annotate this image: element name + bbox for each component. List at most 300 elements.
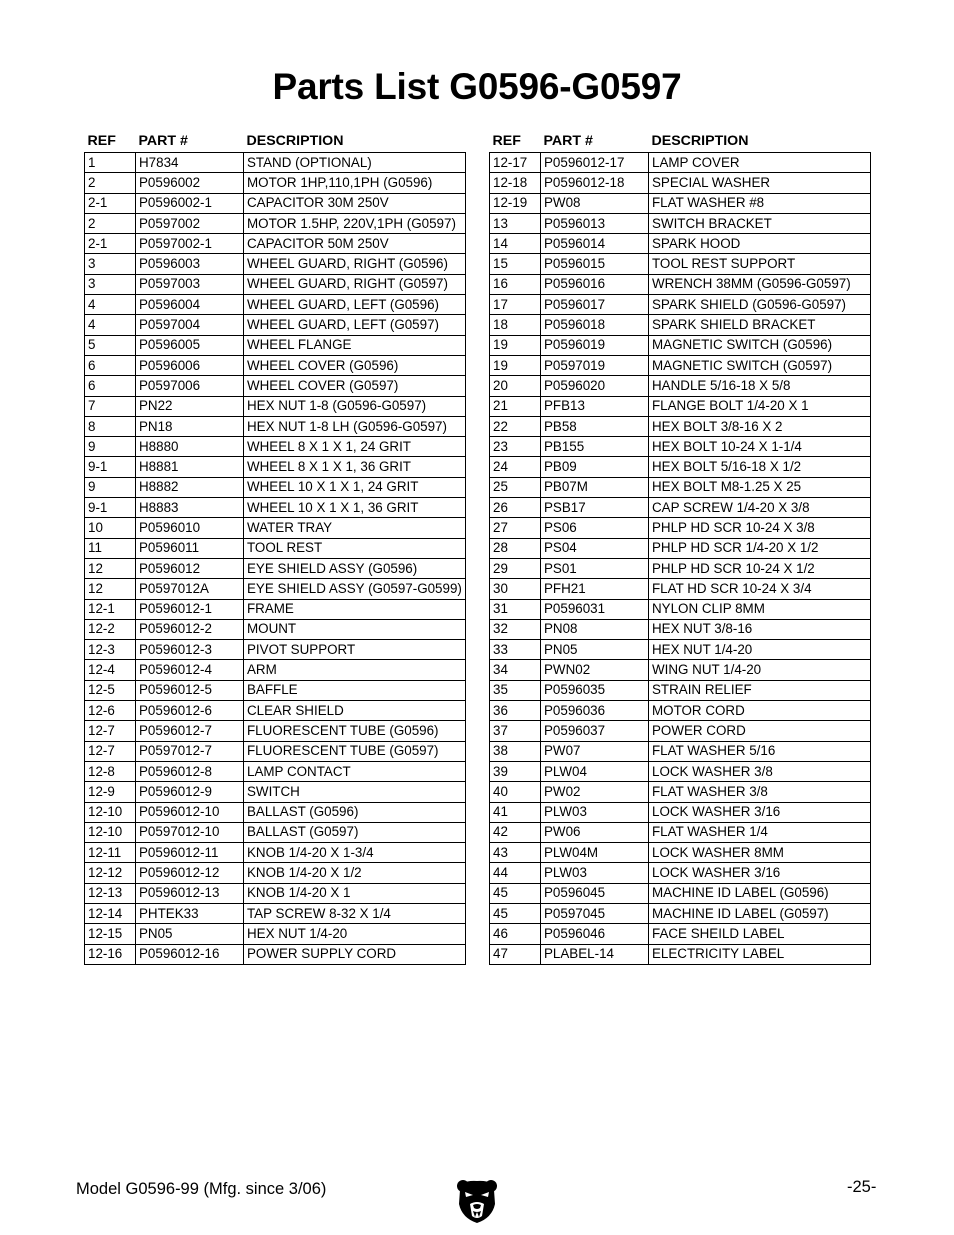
part-number-cell: P0596015 xyxy=(541,254,649,274)
description-cell: PHLP HD SCR 1/4-20 X 1/2 xyxy=(649,538,871,558)
parts-table-left xyxy=(84,130,466,965)
table-row xyxy=(490,863,871,883)
part-number-cell: P0596002-1 xyxy=(136,193,244,213)
ref-cell: 3 xyxy=(85,254,136,274)
ref-cell: 46 xyxy=(490,924,541,944)
part-number-cell: P0596012-9 xyxy=(136,782,244,802)
table-row xyxy=(85,234,466,254)
part-number-cell: PLW04 xyxy=(541,761,649,781)
table-header-row xyxy=(490,130,871,153)
ref-cell: 12-14 xyxy=(85,903,136,923)
table-row xyxy=(490,802,871,822)
description-cell: WHEEL GUARD, LEFT (G0597) xyxy=(244,315,466,335)
table-row xyxy=(490,295,871,315)
description-cell: WHEEL GUARD, LEFT (G0596) xyxy=(244,295,466,315)
ref-cell: 17 xyxy=(490,295,541,315)
ref-cell: 43 xyxy=(490,843,541,863)
part-number-cell: P0596020 xyxy=(541,376,649,396)
description-cell: FLUORESCENT TUBE (G0597) xyxy=(244,741,466,761)
description-cell: MACHINE ID LABEL (G0597) xyxy=(649,903,871,923)
ref-cell: 12-10 xyxy=(85,802,136,822)
ref-cell: 12-5 xyxy=(85,680,136,700)
ref-cell: 12-12 xyxy=(85,863,136,883)
ref-cell: 12-2 xyxy=(85,619,136,639)
part-number-cell: P0597002-1 xyxy=(136,234,244,254)
description-cell: HEX NUT 1/4-20 xyxy=(649,640,871,660)
ref-cell: 37 xyxy=(490,721,541,741)
table-row xyxy=(85,295,466,315)
ref-cell: 12-15 xyxy=(85,924,136,944)
table-row xyxy=(85,579,466,599)
table-row xyxy=(490,538,871,558)
part-number-cell: P0596037 xyxy=(541,721,649,741)
ref-cell: 12-6 xyxy=(85,701,136,721)
table-row xyxy=(490,721,871,741)
table-row xyxy=(490,274,871,294)
part-number-cell: P0597002 xyxy=(136,213,244,233)
ref-cell: 12-11 xyxy=(85,843,136,863)
ref-cell: 12-7 xyxy=(85,741,136,761)
table-row xyxy=(490,579,871,599)
part-number-cell: P0596006 xyxy=(136,355,244,375)
part-number-cell: P0596012-8 xyxy=(136,761,244,781)
table-row xyxy=(490,782,871,802)
table-row xyxy=(490,640,871,660)
part-number-cell: P0596004 xyxy=(136,295,244,315)
part-number-cell: P0596005 xyxy=(136,335,244,355)
ref-cell: 12-1 xyxy=(85,599,136,619)
ref-cell: 26 xyxy=(490,498,541,518)
ref-cell: 10 xyxy=(85,518,136,538)
part-number-cell: P0596003 xyxy=(136,254,244,274)
ref-cell: 34 xyxy=(490,660,541,680)
table-row xyxy=(490,477,871,497)
table-row xyxy=(490,741,871,761)
description-cell: CAPACITOR 30M 250V xyxy=(244,193,466,213)
table-row xyxy=(490,558,871,578)
ref-cell: 9 xyxy=(85,437,136,457)
part-number-cell: PB58 xyxy=(541,416,649,436)
ref-cell: 12-13 xyxy=(85,883,136,903)
description-cell: LOCK WASHER 3/16 xyxy=(649,802,871,822)
ref-cell: 12-9 xyxy=(85,782,136,802)
ref-cell: 41 xyxy=(490,802,541,822)
page-number: -25- xyxy=(847,1178,877,1196)
description-cell: HEX NUT 1-8 (G0596-G0597) xyxy=(244,396,466,416)
ref-cell: 1 xyxy=(85,153,136,173)
table-row xyxy=(490,234,871,254)
table-row xyxy=(490,660,871,680)
table-row xyxy=(85,903,466,923)
description-cell: CAPACITOR 50M 250V xyxy=(244,234,466,254)
part-number-cell: P0596012-11 xyxy=(136,843,244,863)
part-number-cell: P0596014 xyxy=(541,234,649,254)
part-number-cell: P0596012-2 xyxy=(136,619,244,639)
table-row xyxy=(85,944,466,964)
table-row xyxy=(85,883,466,903)
ref-cell: 31 xyxy=(490,599,541,619)
part-number-cell: P0596012-13 xyxy=(136,883,244,903)
part-number-cell: P0597006 xyxy=(136,376,244,396)
ref-cell: 4 xyxy=(85,295,136,315)
part-number-cell: H7834 xyxy=(136,153,244,173)
description-cell: BALLAST (G0597) xyxy=(244,822,466,842)
part-number-cell: PS06 xyxy=(541,518,649,538)
part-number-cell: P0596011 xyxy=(136,538,244,558)
description-cell: SPARK SHIELD BRACKET xyxy=(649,315,871,335)
part-number-cell: H8880 xyxy=(136,437,244,457)
part-number-column-header: PART # xyxy=(543,133,593,149)
table-row xyxy=(85,701,466,721)
ref-cell: 12-17 xyxy=(490,153,541,173)
part-number-cell: P0596036 xyxy=(541,701,649,721)
part-number-cell: P0596046 xyxy=(541,924,649,944)
description-cell: WHEEL GUARD, RIGHT (G0596) xyxy=(244,254,466,274)
description-cell: HEX BOLT 10-24 X 1-1/4 xyxy=(649,437,871,457)
part-number-cell: PN05 xyxy=(136,924,244,944)
description-cell: WHEEL COVER (G0597) xyxy=(244,376,466,396)
part-number-cell: P0596035 xyxy=(541,680,649,700)
parts-table-right-body xyxy=(490,153,871,965)
table-row xyxy=(85,416,466,436)
ref-cell: 2-1 xyxy=(85,234,136,254)
part-number-cell: PB09 xyxy=(541,457,649,477)
part-number-cell: P0596012-16 xyxy=(136,944,244,964)
table-row xyxy=(490,518,871,538)
table-row xyxy=(85,721,466,741)
table-row xyxy=(490,213,871,233)
table-row xyxy=(490,355,871,375)
part-number-cell: H8883 xyxy=(136,498,244,518)
part-number-cell: PFH21 xyxy=(541,579,649,599)
ref-cell: 35 xyxy=(490,680,541,700)
ref-cell: 6 xyxy=(85,355,136,375)
description-cell: MAGNETIC SWITCH (G0596) xyxy=(649,335,871,355)
table-row xyxy=(490,457,871,477)
description-cell: HEX NUT 1/4-20 xyxy=(244,924,466,944)
table-row xyxy=(490,254,871,274)
part-number-cell: PLW03 xyxy=(541,863,649,883)
description-cell: WHEEL 10 X 1 X 1, 24 GRIT xyxy=(244,477,466,497)
footer-model-text: Model G0596-99 (Mfg. since 3/06) xyxy=(76,1180,327,1198)
part-number-column-header: PART # xyxy=(138,133,188,149)
description-cell: POWER CORD xyxy=(649,721,871,741)
part-number-cell: PSB17 xyxy=(541,498,649,518)
ref-cell: 9-1 xyxy=(85,457,136,477)
ref-cell: 12 xyxy=(85,579,136,599)
table-row xyxy=(490,843,871,863)
description-cell: EYE SHIELD ASSY (G0596) xyxy=(244,558,466,578)
table-row xyxy=(490,619,871,639)
description-cell: LAMP COVER xyxy=(649,153,871,173)
part-number-cell: H8882 xyxy=(136,477,244,497)
part-number-cell: PW07 xyxy=(541,741,649,761)
ref-cell: 33 xyxy=(490,640,541,660)
description-cell: MOTOR 1.5HP, 220V,1PH (G0597) xyxy=(244,213,466,233)
ref-cell: 32 xyxy=(490,619,541,639)
table-row xyxy=(85,437,466,457)
table-row xyxy=(85,802,466,822)
part-number-cell: P0596012-12 xyxy=(136,863,244,883)
description-cell: CLEAR SHIELD xyxy=(244,701,466,721)
part-number-cell: P0596045 xyxy=(541,883,649,903)
table-row xyxy=(490,416,871,436)
part-number-cell: P0596019 xyxy=(541,335,649,355)
table-row xyxy=(490,924,871,944)
part-number-cell: P0597012-10 xyxy=(136,822,244,842)
ref-cell: 47 xyxy=(490,944,541,964)
description-cell: STRAIN RELIEF xyxy=(649,680,871,700)
description-cell: HEX BOLT 5/16-18 X 1/2 xyxy=(649,457,871,477)
part-number-cell: P0596012-1 xyxy=(136,599,244,619)
description-cell: MACHINE ID LABEL (G0596) xyxy=(649,883,871,903)
ref-cell: 7 xyxy=(85,396,136,416)
table-row xyxy=(85,355,466,375)
description-cell: SWITCH xyxy=(244,782,466,802)
ref-cell: 12-18 xyxy=(490,173,541,193)
description-cell: ARM xyxy=(244,660,466,680)
table-row xyxy=(490,822,871,842)
part-number-cell: P0596031 xyxy=(541,599,649,619)
part-number-cell: PS04 xyxy=(541,538,649,558)
table-row xyxy=(85,477,466,497)
ref-cell: 14 xyxy=(490,234,541,254)
part-number-cell: P0597003 xyxy=(136,274,244,294)
description-cell: MOTOR 1HP,110,1PH (G0596) xyxy=(244,173,466,193)
description-cell: BAFFLE xyxy=(244,680,466,700)
description-cell: SWITCH BRACKET xyxy=(649,213,871,233)
table-row xyxy=(85,660,466,680)
part-number-cell: P0597012A xyxy=(136,579,244,599)
description-cell: FLAT WASHER 5/16 xyxy=(649,741,871,761)
ref-cell: 20 xyxy=(490,376,541,396)
table-row xyxy=(85,498,466,518)
table-row xyxy=(490,903,871,923)
table-row xyxy=(490,498,871,518)
description-cell: HEX BOLT 3/8-16 X 2 xyxy=(649,416,871,436)
description-cell: EYE SHIELD ASSY (G0597-G0599) xyxy=(244,579,466,599)
description-cell: TOOL REST xyxy=(244,538,466,558)
table-row xyxy=(490,599,871,619)
part-number-cell: P0596002 xyxy=(136,173,244,193)
description-cell: SPECIAL WASHER xyxy=(649,173,871,193)
description-cell: WHEEL 10 X 1 X 1, 36 GRIT xyxy=(244,498,466,518)
table-row xyxy=(85,599,466,619)
description-cell: MOTOR CORD xyxy=(649,701,871,721)
description-cell: KNOB 1/4-20 X 1-3/4 xyxy=(244,843,466,863)
table-row xyxy=(490,680,871,700)
description-cell: FLAT WASHER #8 xyxy=(649,193,871,213)
ref-cell: 44 xyxy=(490,863,541,883)
table-row xyxy=(490,335,871,355)
ref-cell: 25 xyxy=(490,477,541,497)
ref-cell: 12-3 xyxy=(85,640,136,660)
ref-cell: 12-4 xyxy=(85,660,136,680)
ref-cell: 15 xyxy=(490,254,541,274)
part-number-cell: PN18 xyxy=(136,416,244,436)
ref-cell: 9-1 xyxy=(85,498,136,518)
ref-cell: 38 xyxy=(490,741,541,761)
description-cell: LAMP CONTACT xyxy=(244,761,466,781)
description-cell: KNOB 1/4-20 X 1/2 xyxy=(244,863,466,883)
description-cell: FLUORESCENT TUBE (G0596) xyxy=(244,721,466,741)
ref-cell: 12-19 xyxy=(490,193,541,213)
ref-cell: 6 xyxy=(85,376,136,396)
ref-cell: 16 xyxy=(490,274,541,294)
ref-cell: 8 xyxy=(85,416,136,436)
ref-cell: 18 xyxy=(490,315,541,335)
table-row xyxy=(490,173,871,193)
table-header-row xyxy=(85,130,466,153)
description-cell: TAP SCREW 8-32 X 1/4 xyxy=(244,903,466,923)
part-number-cell: PLW04M xyxy=(541,843,649,863)
description-cell: WRENCH 38MM (G0596-G0597) xyxy=(649,274,871,294)
table-row xyxy=(85,640,466,660)
ref-cell: 28 xyxy=(490,538,541,558)
ref-cell: 39 xyxy=(490,761,541,781)
description-cell: PHLP HD SCR 10-24 X 1/2 xyxy=(649,558,871,578)
table-row xyxy=(490,315,871,335)
description-cell: WATER TRAY xyxy=(244,518,466,538)
part-number-cell: PB155 xyxy=(541,437,649,457)
bear-head-logo-icon xyxy=(456,1178,498,1224)
table-row xyxy=(85,274,466,294)
part-number-cell: P0596010 xyxy=(136,518,244,538)
part-number-cell: P0597012-7 xyxy=(136,741,244,761)
description-cell: STAND (OPTIONAL) xyxy=(244,153,466,173)
description-cell: WHEEL 8 X 1 X 1, 36 GRIT xyxy=(244,457,466,477)
table-row xyxy=(85,457,466,477)
ref-cell: 12-10 xyxy=(85,822,136,842)
part-number-cell: P0596012 xyxy=(136,558,244,578)
table-row xyxy=(85,680,466,700)
table-row xyxy=(490,193,871,213)
table-row xyxy=(85,782,466,802)
part-number-cell: PN08 xyxy=(541,619,649,639)
ref-cell: 11 xyxy=(85,538,136,558)
table-row xyxy=(85,761,466,781)
table-row xyxy=(85,193,466,213)
part-number-cell: P0596018 xyxy=(541,315,649,335)
description-cell: WHEEL FLANGE xyxy=(244,335,466,355)
part-number-cell: PW06 xyxy=(541,822,649,842)
part-number-cell: PHTEK33 xyxy=(136,903,244,923)
ref-cell: 27 xyxy=(490,518,541,538)
table-row xyxy=(85,254,466,274)
part-number-cell: PN05 xyxy=(541,640,649,660)
table-row xyxy=(85,843,466,863)
ref-cell: 19 xyxy=(490,355,541,375)
description-cell: ELECTRICITY LABEL xyxy=(649,944,871,964)
description-cell: SPARK SHIELD (G0596-G0597) xyxy=(649,295,871,315)
part-number-cell: P0596012-6 xyxy=(136,701,244,721)
description-cell: WHEEL COVER (G0596) xyxy=(244,355,466,375)
part-number-cell: PLW03 xyxy=(541,802,649,822)
table-row xyxy=(85,335,466,355)
description-cell: SPARK HOOD xyxy=(649,234,871,254)
ref-cell: 2 xyxy=(85,213,136,233)
ref-cell: 3 xyxy=(85,274,136,294)
part-number-cell: PLABEL-14 xyxy=(541,944,649,964)
description-cell: PHLP HD SCR 10-24 X 3/8 xyxy=(649,518,871,538)
description-cell: WING NUT 1/4-20 xyxy=(649,660,871,680)
description-cell: TOOL REST SUPPORT xyxy=(649,254,871,274)
part-number-cell: P0596016 xyxy=(541,274,649,294)
part-number-cell: PN22 xyxy=(136,396,244,416)
part-number-cell: PB07M xyxy=(541,477,649,497)
table-row xyxy=(85,376,466,396)
part-number-cell: P0597045 xyxy=(541,903,649,923)
ref-cell: 12-7 xyxy=(85,721,136,741)
ref-cell: 2 xyxy=(85,173,136,193)
description-cell: LOCK WASHER 3/8 xyxy=(649,761,871,781)
ref-cell: 12-8 xyxy=(85,761,136,781)
table-row xyxy=(85,213,466,233)
description-column-header: DESCRIPTION xyxy=(246,133,344,149)
part-number-cell: P0597019 xyxy=(541,355,649,375)
description-cell: WHEEL 8 X 1 X 1, 24 GRIT xyxy=(244,437,466,457)
ref-cell: 9 xyxy=(85,477,136,497)
ref-cell: 12 xyxy=(85,558,136,578)
part-number-cell: P0596017 xyxy=(541,295,649,315)
part-number-cell: P0596013 xyxy=(541,213,649,233)
description-cell: POWER SUPPLY CORD xyxy=(244,944,466,964)
table-row xyxy=(490,396,871,416)
part-number-cell: P0596012-5 xyxy=(136,680,244,700)
table-row xyxy=(490,376,871,396)
part-number-cell: P0596012-3 xyxy=(136,640,244,660)
part-number-cell: PW02 xyxy=(541,782,649,802)
part-number-cell: P0596012-10 xyxy=(136,802,244,822)
description-cell: KNOB 1/4-20 X 1 xyxy=(244,883,466,903)
table-row xyxy=(85,173,466,193)
part-number-cell: P0596012-18 xyxy=(541,173,649,193)
ref-cell: 45 xyxy=(490,883,541,903)
table-row xyxy=(85,315,466,335)
table-row xyxy=(85,741,466,761)
ref-cell: 30 xyxy=(490,579,541,599)
ref-cell: 42 xyxy=(490,822,541,842)
part-number-cell: P0596012-7 xyxy=(136,721,244,741)
parts-table-right xyxy=(489,130,871,965)
part-number-cell: PWN02 xyxy=(541,660,649,680)
part-number-cell: P0597004 xyxy=(136,315,244,335)
description-cell: FLAT WASHER 3/8 xyxy=(649,782,871,802)
part-number-cell: PS01 xyxy=(541,558,649,578)
ref-cell: 29 xyxy=(490,558,541,578)
table-row xyxy=(490,944,871,964)
ref-cell: 23 xyxy=(490,437,541,457)
description-cell: FLAT HD SCR 10-24 X 3/4 xyxy=(649,579,871,599)
description-cell: MOUNT xyxy=(244,619,466,639)
description-cell: WHEEL GUARD, RIGHT (G0597) xyxy=(244,274,466,294)
description-cell: LOCK WASHER 8MM xyxy=(649,843,871,863)
table-row xyxy=(490,883,871,903)
part-number-cell: P0596012-4 xyxy=(136,660,244,680)
description-cell: BALLAST (G0596) xyxy=(244,802,466,822)
table-row xyxy=(85,538,466,558)
part-number-cell: H8881 xyxy=(136,457,244,477)
ref-cell: 19 xyxy=(490,335,541,355)
ref-column-header: REF xyxy=(492,133,521,149)
part-number-cell: PW08 xyxy=(541,193,649,213)
description-cell: MAGNETIC SWITCH (G0597) xyxy=(649,355,871,375)
table-row xyxy=(85,822,466,842)
description-cell: HANDLE 5/16-18 X 5/8 xyxy=(649,376,871,396)
table-row xyxy=(85,558,466,578)
page-title: Parts List G0596-G0597 xyxy=(272,66,682,107)
table-row xyxy=(490,153,871,173)
